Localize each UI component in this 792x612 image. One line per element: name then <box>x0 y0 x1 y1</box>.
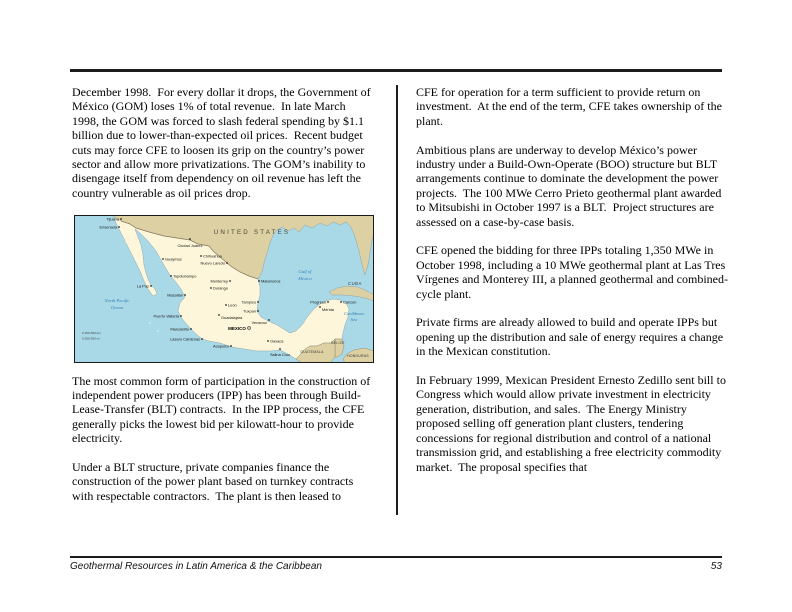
map-city-dot <box>230 345 231 346</box>
island-speck <box>149 322 150 323</box>
map-scale-label: 0 250 500 mi <box>82 336 100 341</box>
paragraph-private-firms: Private firms are already allowed to build and operate IPPs but opening up the distribution and sale of energy requires a change in the Mexican constitution. <box>416 315 727 359</box>
map-city-label: Acapulco <box>212 343 229 349</box>
page-footer <box>70 561 722 572</box>
map-water-label: Gulf of <box>298 268 312 274</box>
map-city-dot <box>268 319 269 320</box>
map-city-dot <box>189 238 190 239</box>
map-capital-label: MEXICO <box>228 325 246 331</box>
map-city-label: Tuxpan <box>243 308 256 314</box>
map-city-dot <box>257 310 258 311</box>
mexico-map-figure <box>74 215 374 363</box>
map-city-dot <box>200 255 201 256</box>
map-city-dot <box>120 218 121 219</box>
header-rule <box>70 69 722 72</box>
map-city-label: Guadalajara <box>221 314 243 320</box>
map-city-dot <box>180 315 181 316</box>
map-country-label: GUATEMALA <box>300 349 324 354</box>
map-city-label: Oaxaca <box>270 338 284 344</box>
map-water-label: Mexico <box>298 275 312 281</box>
paragraph-ipp-blt: The most common form of participation in the construction of independent power producers (IPP) has been through Build-Lease-Transfer (BLT) contracts. In the IPP process, the CFE generally picks the lowest bid per kilowatt-hour to provide electricity. <box>72 373 374 446</box>
map-water-label: Caribbean <box>344 310 364 316</box>
map-city-label: Mérida <box>322 306 334 312</box>
map-water-label: Ocean <box>111 304 123 310</box>
map-city-dot <box>201 338 202 339</box>
map-city-dot <box>118 226 119 227</box>
right-column <box>416 85 730 488</box>
left-column <box>72 85 374 518</box>
map-city-label: Salina Cruz <box>269 351 291 357</box>
map-city-label: Tijuana <box>106 216 119 222</box>
page-number: 53 <box>710 561 722 572</box>
paragraph-ipp-bidding: CFE opened the bidding for three IPPs totaling 1,350 MWe in October 1998, including a 10 MWe geothermal plant at Las Tres Vírgenes and Monterey III, a planned geothermal and combined-cycle plant. <box>416 243 729 301</box>
map-city-dot <box>218 314 219 315</box>
map-city-dot <box>327 301 328 302</box>
map-city-dot <box>257 301 258 302</box>
column-divider <box>396 85 398 515</box>
map-city-dot <box>150 285 151 286</box>
map-city-dot <box>162 258 163 259</box>
map-city-dot <box>170 275 171 276</box>
map-city-label: Veracruz <box>251 319 267 325</box>
paragraph-cfe-operation: CFE for operation for a term sufficient to provide return on investment. At the end of the term, CFE takes ownership of the plant. <box>416 85 725 128</box>
map-city-label: Matamoros <box>261 278 281 284</box>
map-city-dot <box>267 340 268 341</box>
map-country-label: CUBA <box>347 280 363 286</box>
map-city-label: Monterrey <box>210 278 228 284</box>
map-city-label: Nuevo Laredo <box>200 260 225 266</box>
map-city-dot <box>340 301 341 302</box>
map-city-label: Topolobampo <box>173 273 197 279</box>
map-city-dot <box>226 262 227 263</box>
map-city-label: Guaymas <box>165 256 182 262</box>
map-city-label: La Paz <box>136 283 149 289</box>
map-city-label: Progreso <box>310 299 326 305</box>
map-country-label: HONDURAS <box>347 353 369 358</box>
map-city-label: Manzanillo <box>170 326 189 332</box>
map-city-dot <box>184 294 185 295</box>
map-city-label: Cancún <box>343 299 357 305</box>
map-city-label: Ciudad Juárez <box>177 242 203 248</box>
paragraph-blt-structure: Under a BLT structure, private companies finance the construction of the power plant based on turnkey contracts with respectable contractors. The plant is then leased to <box>72 460 357 503</box>
footer-rule <box>70 556 722 558</box>
capital-star-center <box>249 327 250 328</box>
map-city-dot <box>225 304 226 305</box>
map-country-label: BELIZE <box>331 340 345 345</box>
mexico-map <box>74 215 374 363</box>
paragraph-oil-revenue: December 1998. For every dollar it drops, the Government of México (GOM) loses 1% of total revenue. In late March 1998, the GOM was forced to slash federal spending by $1.1 billion due to lower-than-expected oil prices. Recent budget cuts may force CFE to loosen its grip on the country’s power sector and allow more privatizations. The GOM’s inability to disengage itself from dependency on oil revenue has left the country vulnerable as oil prices drop. <box>72 85 374 200</box>
map-city-label: Tampico <box>241 299 256 305</box>
map-city-dot <box>229 280 230 281</box>
map-city-label: León <box>228 302 237 308</box>
map-city-label: Durango <box>213 285 228 291</box>
map-city-label: Chihuahua <box>203 253 222 259</box>
map-city-label: Puerto Vallarta <box>153 313 179 319</box>
footer-title: Geothermal Resources in Latin America & the Caribbean <box>70 561 322 572</box>
cozumel-island <box>345 307 347 309</box>
island-speck <box>157 330 158 331</box>
paragraph-zedillo-bill: In February 1999, Mexican President Ernesto Zedillo sent bill to Congress which would allow private investment in electricity generation, distribution, and sales. The Energy Ministry proposed selling off generation plant clusters, tendering concessions for regional distribution and control of a national transmission grid, and establishing a free electricity commodity market. The proposal specifies that <box>416 373 729 474</box>
map-city-dot <box>258 280 259 281</box>
map-city-dot <box>210 287 211 288</box>
island-speck <box>125 241 126 242</box>
map-water-label: Sea <box>350 316 358 322</box>
map-city-label: Lázaro Cárdenas <box>170 336 200 342</box>
map-water-label: North Pacific <box>104 297 130 303</box>
paragraph-boo-plans: Ambitious plans are underway to develop México’s power industry under a Build-Own-Operate (BOO) structure but BLT arrangements continue to dominate the development the power projects. The 100 MWe Cerro Prieto geothermal plant awarded to Mitsubishi in October 1997 is a BLT. Project structures are assessed on a case-by-case basis. <box>416 142 725 229</box>
map-city-label: Mazatlán <box>167 292 183 298</box>
map-scale-label: 0 250 500 km <box>82 330 101 335</box>
map-city-dot <box>319 306 320 307</box>
map-city-dot <box>279 348 280 349</box>
map-city-label: Ensenada <box>99 224 117 230</box>
map-country-label: UNITED STATES <box>213 228 291 236</box>
map-city-dot <box>190 328 191 329</box>
